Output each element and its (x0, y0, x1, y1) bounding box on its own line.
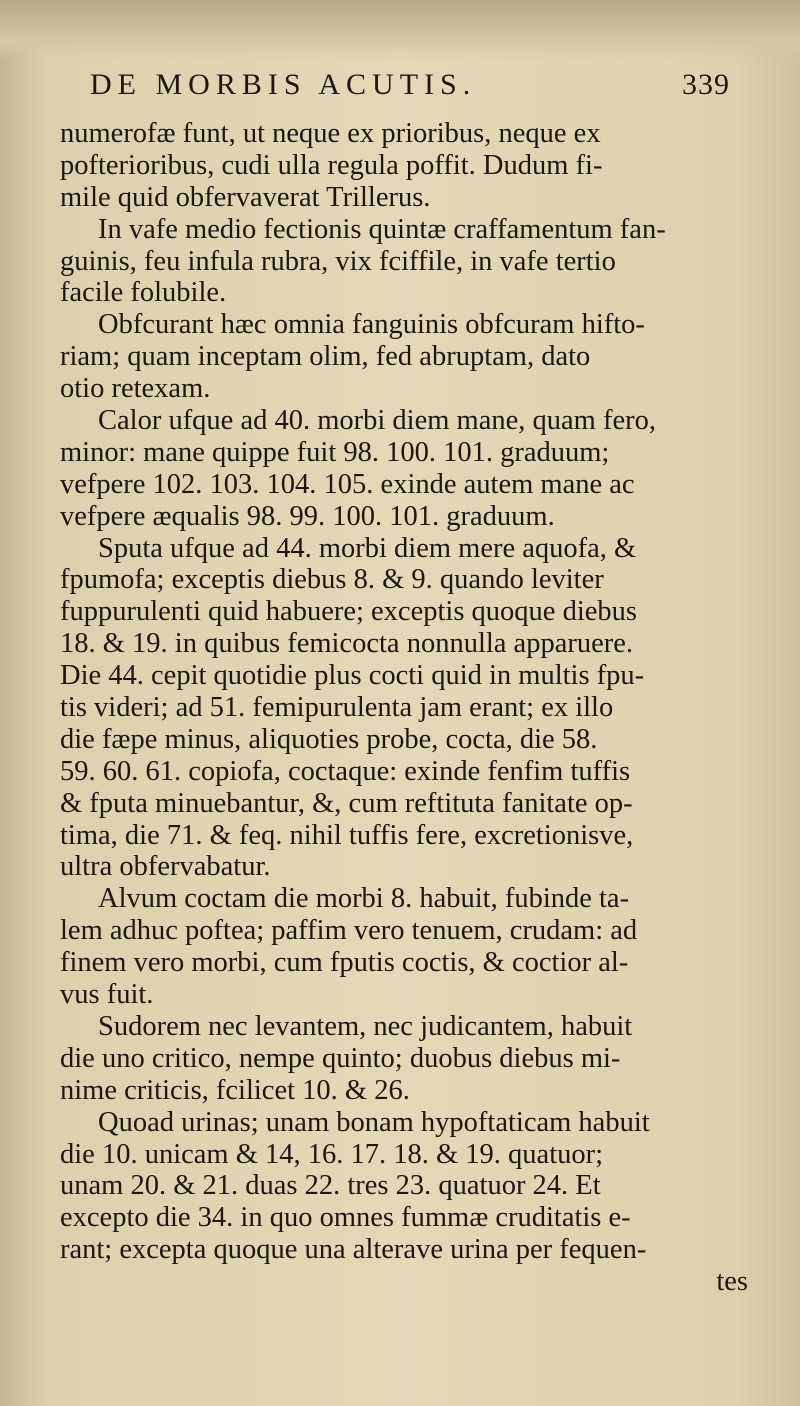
body-text (60, 118, 760, 1298)
running-header (90, 68, 730, 108)
text-line: fuppurulenti quid habuere; exceptis quoque diebus (60, 596, 637, 628)
text-line: Die 44. cepit quotidie plus cocti quid in multis fpu- (60, 660, 645, 692)
text-line: minor: mane quippe fuit 98. 100. 101. graduum; (60, 436, 610, 468)
catchword: tes (716, 1266, 748, 1298)
text-line: In vafe medio fectionis quintæ craffamentum fan- (98, 213, 666, 245)
text-line: guinis, feu infula rubra, vix fciffile, in vafe tertio (60, 245, 616, 277)
text-line: rant; excepta quoque una alterave urina per fequen- (60, 1234, 647, 1266)
text-line: finem vero morbi, cum fputis coctis, & coctior al- (60, 947, 629, 979)
text-line: Calor ufque ad 40. morbi diem mane, quam fero, (98, 405, 656, 437)
text-line: Sputa ufque ad 44. morbi diem mere aquofa, & (98, 532, 637, 564)
page-top-edge (0, 0, 800, 60)
text-line: otio retexam. (60, 373, 211, 405)
text-line: ultra obfervabatur. (60, 851, 271, 883)
page-number: 339 (682, 68, 730, 101)
text-line: vefpere æqualis 98. 99. 100. 101. graduum. (60, 500, 555, 532)
text-line: mile quid obfervaverat Trillerus. (60, 181, 431, 213)
running-title: DE MORBIS ACUTIS. (90, 68, 477, 101)
text-line: vus fuit. (60, 979, 154, 1011)
text-line: riam; quam inceptam olim, fed abruptam, dato (60, 341, 591, 373)
text-line: excepto die 34. in quo omnes fummæ cruditatis e- (60, 1202, 631, 1234)
text-line: die fæpe minus, aliquoties probe, cocta, die 58. (60, 723, 598, 755)
text-line: Alvum coctam die morbi 8. habuit, fubinde ta- (98, 883, 630, 915)
text-line: die uno critico, nempe quinto; duobus diebus mi- (60, 1042, 621, 1074)
text-line: unam 20. & 21. duas 22. tres 23. quatuor 24. Et (60, 1170, 601, 1202)
text-line: vefpere 102. 103. 104. 105. exinde autem mane ac (60, 468, 635, 500)
text-line: Obfcurant hæc omnia fanguinis obfcuram hifto- (98, 309, 645, 341)
text-line: Quoad urinas; unam bonam hypoftaticam habuit (98, 1106, 650, 1138)
text-line: nime criticis, fcilicet 10. & 26. (60, 1074, 410, 1106)
text-line: lem adhuc poftea; paffim vero tenuem, crudam: ad (60, 915, 638, 947)
text-line: tis videri; ad 51. femipurulenta jam erant; ex illo (60, 692, 614, 724)
text-line: numerofæ funt, ut neque ex prioribus, neque ex (60, 118, 601, 149)
text-line: fpumofa; exceptis diebus 8. & 9. quando leviter (60, 564, 604, 596)
text-line: 18. & 19. in quibus femicocta nonnulla apparuere. (60, 628, 634, 660)
text-line: tima, die 71. & feq. nihil tuffis fere, excretionisve, (60, 819, 634, 851)
text-line: 59. 60. 61. copiofa, coctaque: exinde fenfim tuffis (60, 755, 631, 787)
text-line: pofterioribus, cudi ulla regula poffit. Dudum fi- (60, 149, 603, 181)
text-line: die 10. unicam & 14, 16. 17. 18. & 19. quatuor; (60, 1138, 604, 1170)
text-line: Sudorem nec levantem, nec judicantem, habuit (98, 1010, 633, 1042)
text-line: facile folubile. (60, 277, 227, 309)
text-line: & fputa minuebantur, &, cum reftituta fanitate op- (60, 787, 633, 819)
